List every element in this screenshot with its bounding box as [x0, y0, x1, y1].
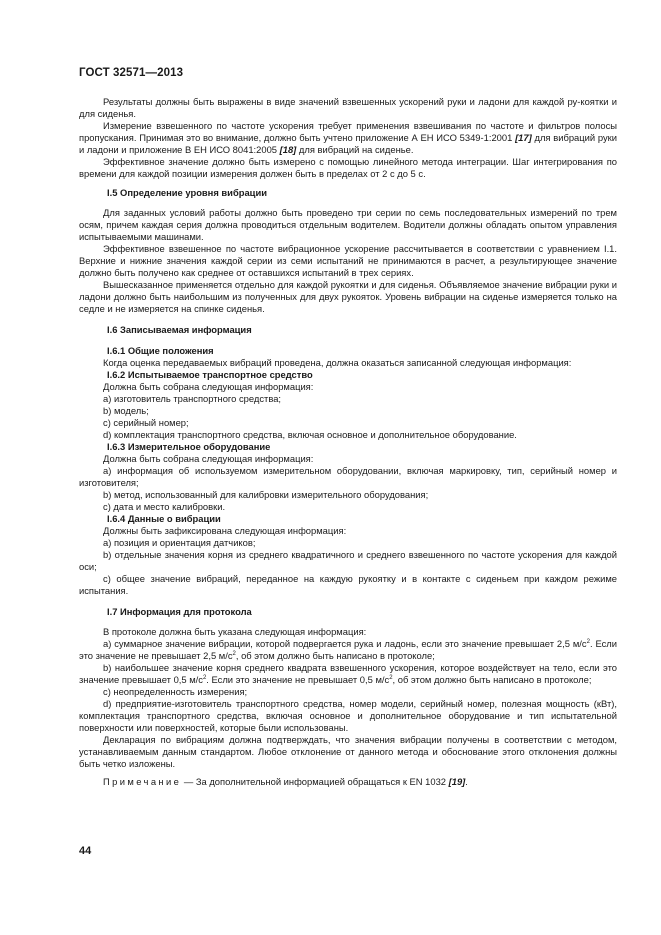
paragraph-collect-info: Должна быть собрана следующая информация:: [103, 381, 314, 392]
list-item: b) модель;: [103, 405, 149, 416]
list-item: с) неопределенность измерения;: [103, 686, 248, 697]
text-span: . Если это значение не превышает 0,5 м/с: [206, 674, 390, 685]
section-heading-i6: I.6 Записываемая информация: [107, 324, 252, 335]
reference-18: [18]: [279, 144, 297, 155]
superscript: 2: [202, 674, 207, 681]
text-span: Измерение взвешенного по частоте ускорения требует применения взвешивания по частоте и фильтров полосы пропускания. Принимая это во внимание, должно быть учтено приложение А ЕН ИСО 5349-1:2001: [79, 120, 617, 143]
list-item: с) дата и место калибровки.: [103, 501, 226, 512]
list-item: с) общее значение вибраций, переданное на каждую рукоятку и в контакте с сиденьем при каждом режиме испытания.: [79, 573, 617, 596]
page-body: [79, 96, 617, 788]
paragraph-handle-seat: Вышесказанное применяется отдельно для каждой рукоятки и для сиденья. Объявляемое значение вибрации руки и ладони должно быть наибольшим из полученных для двух рукояток. Уровень вибрации на сиденье измеряется только на седле и не измеряется на спинке сиденья.: [79, 279, 617, 314]
superscript: 2: [389, 674, 393, 681]
paragraph-results: Результаты должны быть выражены в виде значений взвешенных ускорений руки и ладони для каждой ру-коятки и для сиденья.: [79, 96, 617, 119]
superscript: 2: [232, 650, 236, 657]
text-span: , об этом должно быть написано в протоколе;: [235, 650, 435, 661]
section-heading-i5: I.5 Определение уровня вибрации: [107, 187, 267, 198]
list-item: d) комплектация транспортного средства, включая основное и дополнительное оборудование.: [103, 429, 517, 440]
superscript: 2: [586, 638, 590, 645]
text-span: для вибраций на сиденье.: [296, 144, 414, 155]
list-item: d) предприятие-изготовитель транспортного средства, номер модели, серийный номер, полезная мощность (кВт), комплектация транспортного средства, включая основное и дополнительное оборудование и тип испытательной поверхности или поверхностей, которые были использованы.: [79, 698, 617, 733]
text-span: для вибраций руки и ладони и приложение В ЕН ИСО 8041:2005: [79, 132, 618, 155]
paragraph-declaration: Декларация по вибрациям должна подтверждать, что значения вибрации получены в соответствии с методом, устанавливаемым данным стандартом. Любое отклонение от данного метода и обоснование этого отклонения должны быть четко изложены.: [79, 734, 617, 769]
subsection-heading-i62: I.6.2 Испытываемое транспортное средство: [107, 369, 313, 380]
list-item: а) изготовитель транспортного средства;: [103, 393, 282, 404]
reference-19: [19]: [448, 776, 466, 787]
paragraph-record-info: Должны быть зафиксирована следующая информация:: [103, 525, 347, 536]
paragraph-frequency-weighting: [79, 120, 617, 156]
list-item: [79, 662, 617, 686]
list-item: b) метод, использованный для калибровки измерительного оборудования;: [103, 489, 429, 500]
text-span: . Если это значение не превышает 2,5 м/с: [79, 638, 617, 661]
paragraph-test-series: Для заданных условий работы должно быть проведено три серии по семь последовательных измерений по трем осям, причем каждая серия должна проводиться отдельным водителем. Водители должны обладать опытом управления испытываемыми машинами.: [79, 207, 617, 242]
list-item: с) серийный номер;: [103, 417, 189, 428]
subsection-heading-i63: I.6.3 Измерительное оборудование: [107, 441, 271, 452]
subsection-heading-i64: I.6.4 Данные о вибрации: [107, 513, 221, 524]
paragraph-protocol: В протоколе должна быть указана следующая информация:: [103, 626, 367, 637]
list-item: [79, 638, 617, 662]
paragraph-collect-info: Должна быть собрана следующая информация:: [103, 453, 314, 464]
document-header: ГОСТ 32571—2013: [79, 67, 184, 79]
paragraph-general: Когда оценка передаваемых вибраций проведена, должна оказаться записанной следующая информация:: [103, 357, 572, 368]
subsection-heading-i61: I.6.1 Общие положения: [107, 345, 214, 356]
text-span: , об этом должно быть написано в протоколе;: [392, 674, 592, 685]
note: [79, 776, 617, 788]
paragraph-calculation: Эффективное взвешенное по частоте вибрационное ускорение рассчитывается в соответствии с уравнением I.1. Верхние и нижние значения каждой серии из семи испытаний не принимаются в расчет, а результирующее значение должно быть получено как среднее от оставшихся испытаний в трех сериях.: [79, 243, 617, 278]
list-item: а) информация об используемом измерительном оборудовании, включая маркировку, тип, серийный номер и изготовителя;: [79, 465, 617, 488]
list-item: а) позиция и ориентация датчиков;: [103, 537, 256, 548]
text-span: а) суммарное значение вибрации, которой подвергается рука и ладонь, если это значение превышает 2,5 м/с: [103, 638, 587, 649]
text-span: b) наибольшее значение корня среднего квадрата взвешенного ускорения, которое воздействует на тело, если это значение превышает 0,5 м/с: [79, 662, 617, 685]
note-label: Примечание: [103, 776, 182, 787]
section-heading-i7: I.7 Информация для протокола: [107, 606, 252, 617]
note-text: — За дополнительной информацией обращаться к EN 1032: [181, 776, 449, 787]
note-end: .: [465, 776, 468, 787]
reference-17: [17]: [515, 132, 532, 143]
page-number: 44: [79, 845, 92, 857]
paragraph-effective-value: Эффективное значение должно быть измерено с помощью линейного метода интеграции. Шаг интегрирования по времени для каждой позиции измерения должен быть в пределах от 2 с до 5 с.: [79, 156, 617, 179]
list-item: b) отдельные значения корня из среднего квадратичного и среднего взвешенного по частоте ускорения для каждой оси;: [79, 549, 617, 572]
